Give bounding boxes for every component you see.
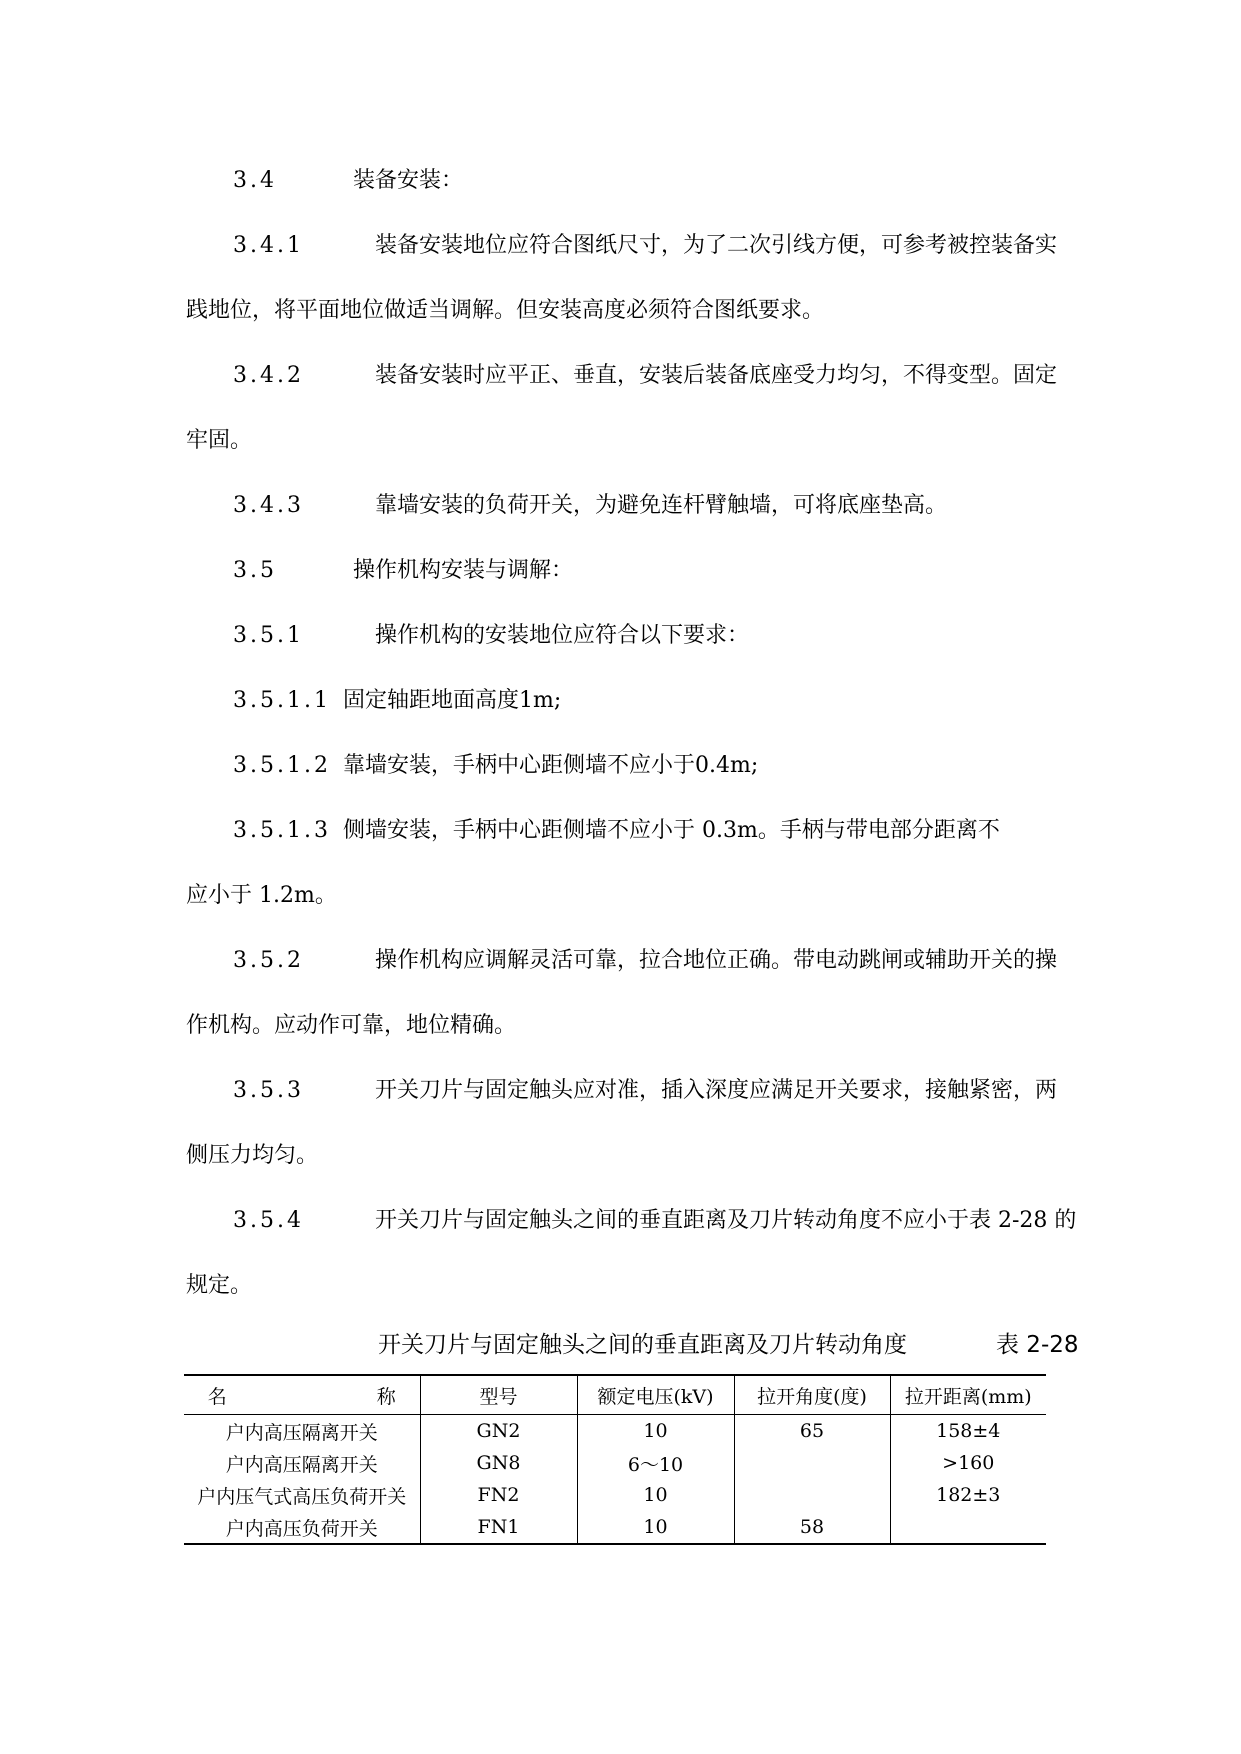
cell-distance (890, 1511, 1046, 1544)
paragraph (233, 816, 1000, 846)
paragraph-continuation (186, 426, 252, 456)
paragraph (233, 166, 463, 196)
clause-text: 装备安装时应平正、垂直，安装后装备底座受力均匀，不得变型。固定 (375, 363, 1058, 388)
clause-text: 规定。 (186, 1273, 253, 1298)
paragraph (233, 1206, 1076, 1236)
cell-name: 户内高压隔离开关 (225, 1453, 378, 1476)
clause-text: 操作机构应调解灵活可靠，拉合地位正确。带电动跳闸或辅助开关的操 (375, 948, 1058, 973)
header-voltage: 额定电压(kV) (577, 1375, 734, 1415)
paragraph (233, 491, 947, 521)
clause-text: 侧墙安装，手柄中心距侧墙不应小于 0.3m。手柄与带电部分距离不 (343, 818, 1000, 843)
paragraph (233, 946, 1057, 976)
cell-voltage: 10 (577, 1479, 734, 1511)
spec-table (184, 1374, 1046, 1545)
table-row (184, 1479, 1046, 1511)
cell-model: FN2 (420, 1479, 577, 1511)
cell-model: FN1 (420, 1511, 577, 1544)
clause-text: 侧压力均匀。 (186, 1143, 319, 1168)
cell-distance: 158±4 (890, 1415, 1046, 1448)
cell-voltage: 6～10 (577, 1447, 734, 1479)
paragraph-continuation (186, 1011, 516, 1041)
clause-text: 装备安装： (353, 168, 464, 193)
clause-number: 3.4 (233, 168, 277, 193)
table-header-row (184, 1375, 1046, 1415)
clause-number: 3.4.2 (233, 363, 304, 388)
clause-text: 作机构。应动作可靠，地位精确。 (186, 1013, 517, 1038)
cell-name: 户内高压隔离开关 (225, 1421, 378, 1444)
header-name-char-1: 名 (207, 1385, 227, 1408)
cell-name: 户内高压负荷开关 (184, 1511, 420, 1544)
cell-voltage: 10 (577, 1415, 734, 1448)
header-model: 型号 (420, 1375, 577, 1415)
paragraph (233, 1076, 1057, 1106)
paragraph-continuation (186, 881, 337, 911)
table-title: 开关刀片与固定触头之间的垂直距离及刀片转动角度 (378, 1332, 907, 1358)
table-row (184, 1415, 1046, 1448)
cell-distance: 182±3 (890, 1479, 1046, 1511)
cell-angle: 65 (734, 1415, 890, 1448)
clause-text: 开关刀片与固定触头应对准，插入深度应满足开关要求，接触紧密，两 (375, 1078, 1058, 1103)
table-row (184, 1447, 1046, 1479)
clause-number: 3.4.1 (233, 233, 304, 258)
clause-number: 3.5.1.1 (233, 688, 331, 713)
cell-angle (734, 1447, 890, 1479)
clause-text: 固定轴距地面高度1m; (343, 688, 562, 713)
cell-model: GN2 (420, 1415, 577, 1448)
clause-number: 3.5.1.3 (233, 818, 331, 843)
paragraph-continuation (186, 1141, 318, 1171)
clause-text: 开关刀片与固定触头之间的垂直距离及刀片转动角度不应小于表 2-28 的 (375, 1208, 1077, 1233)
clause-number: 3.5.1.2 (233, 753, 331, 778)
clause-text: 操作机构的安装地位应符合以下要求： (375, 623, 750, 648)
header-angle: 拉开角度(度) (734, 1375, 890, 1415)
clause-text: 操作机构安装与调解： (353, 558, 574, 583)
header-distance: 拉开距离(mm) (890, 1375, 1046, 1415)
table-number: 表 2-28 (996, 1332, 1079, 1358)
cell-angle: 58 (734, 1511, 890, 1544)
cell-distance: >160 (890, 1447, 1046, 1479)
paragraph (233, 231, 1057, 261)
paragraph (233, 556, 573, 586)
paragraph (233, 686, 561, 716)
paragraph (233, 751, 758, 781)
clause-number: 3.5.2 (233, 948, 304, 973)
cell-voltage: 10 (577, 1511, 734, 1544)
paragraph-continuation (186, 296, 824, 326)
clause-text: 靠墙安装的负荷开关，为避免连杆臂触墙，可将底座垫高。 (375, 493, 948, 518)
clause-number: 3.5.3 (233, 1078, 304, 1103)
cell-angle (734, 1479, 890, 1511)
clause-text: 靠墙安装，手柄中心距侧墙不应小于0.4m; (343, 753, 759, 778)
clause-number: 3.5.4 (233, 1208, 304, 1233)
header-name-char-2: 称 (376, 1385, 396, 1408)
clause-text: 牢固。 (186, 428, 253, 453)
clause-text: 践地位，将平面地位做适当调解。但安装高度必须符合图纸要求。 (186, 298, 825, 323)
table-row (184, 1511, 1046, 1544)
paragraph (233, 361, 1057, 391)
clause-text: 装备安装地位应符合图纸尺寸，为了二次引线方便，可参考被控装备实 (375, 233, 1058, 258)
paragraph-continuation (186, 1271, 252, 1301)
clause-number: 3.5.1 (233, 623, 304, 648)
clause-text: 应小于 1.2m。 (186, 883, 337, 908)
header-name (184, 1375, 420, 1415)
cell-model: GN8 (420, 1447, 577, 1479)
clause-number: 3.4.3 (233, 493, 304, 518)
paragraph (233, 621, 749, 651)
clause-number: 3.5 (233, 558, 277, 583)
cell-name: 户内压气式高压负荷开关 (197, 1485, 407, 1508)
